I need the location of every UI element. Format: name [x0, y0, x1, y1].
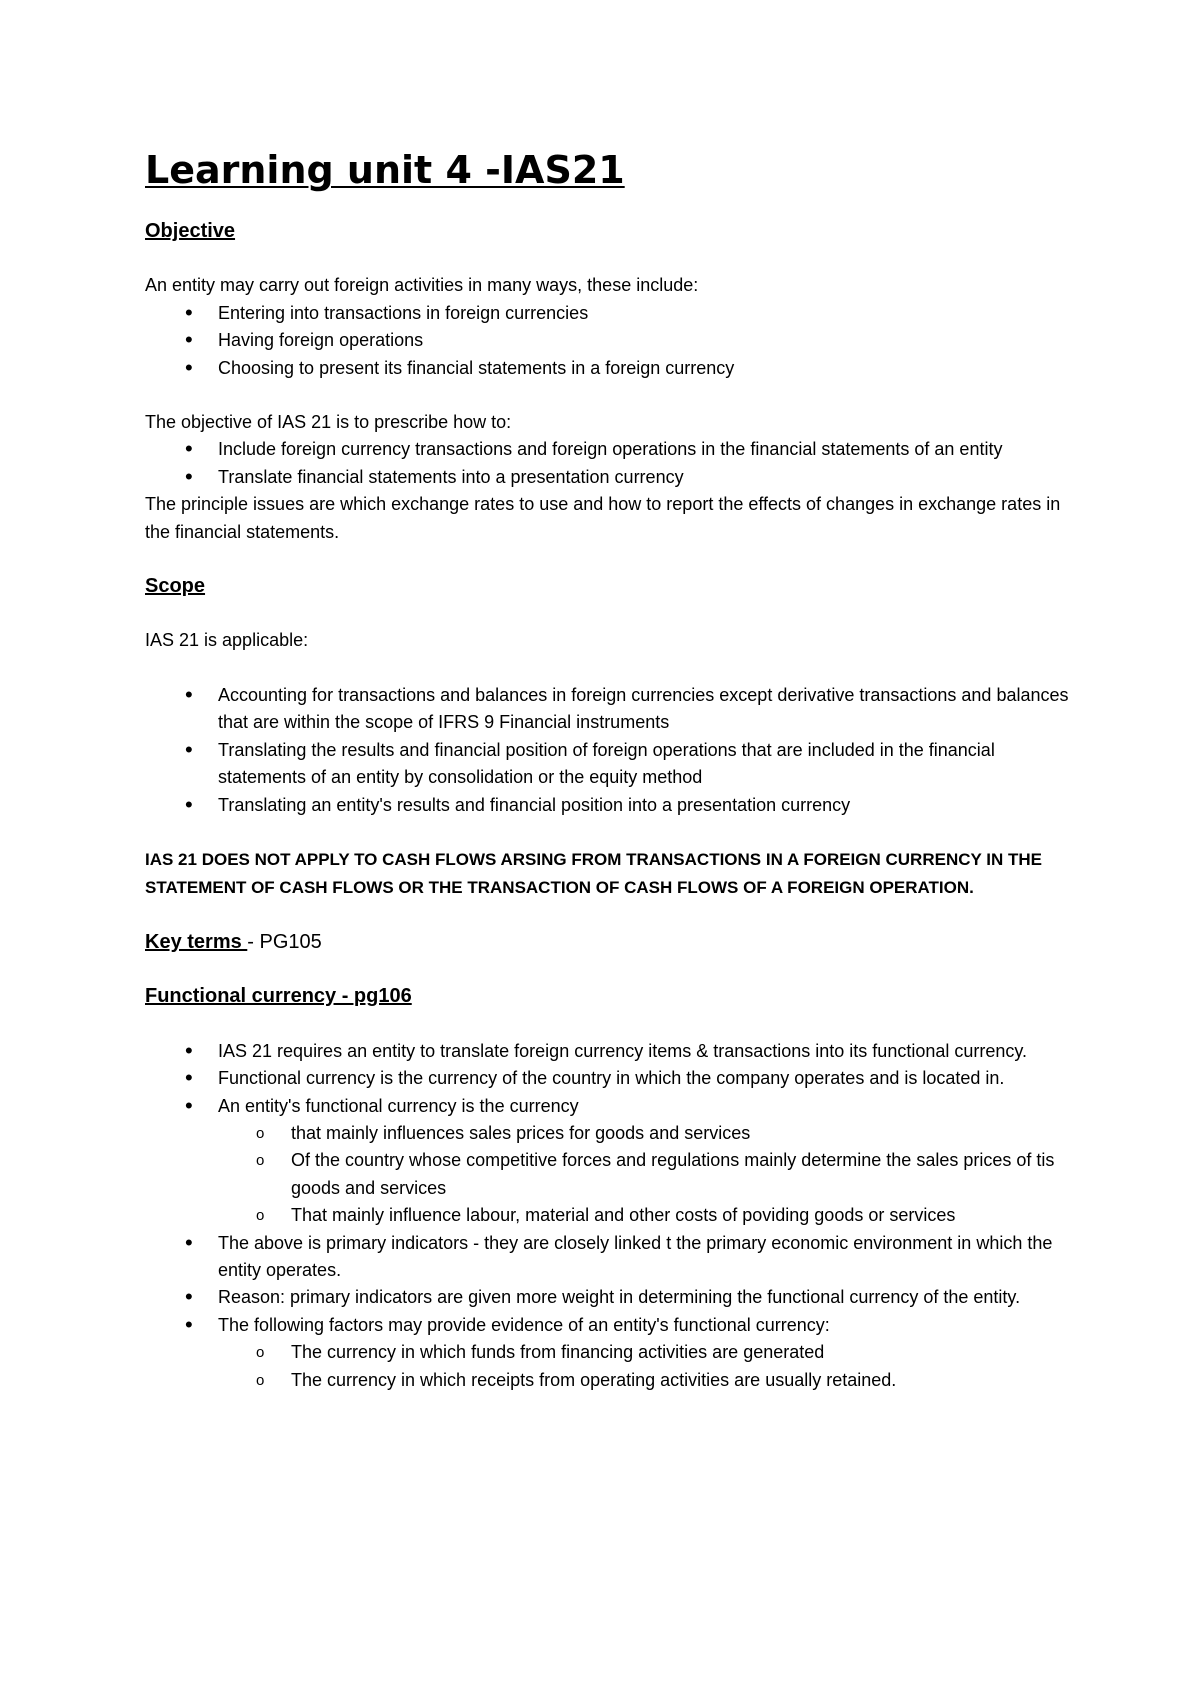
bullet-icon: •: [185, 1065, 193, 1091]
activities-list: [145, 300, 1075, 382]
objective-list: [145, 436, 1075, 491]
list-item: • An entity's functional currency is the currency o that mainly influences sales prices for goods and services o Of the country whose competitive forces and regulations mainly determine the sales prices of tis goods and services o That mainly influence labour, material and other costs of poviding goods or services: [145, 1093, 1075, 1230]
functional-currency-list: [145, 1038, 1075, 1394]
list-item: • Entering into transactions in foreign currencies: [185, 299, 589, 325]
list-item: • Having foreign operations: [185, 327, 424, 353]
list-item: • The above is primary indicators - they are closely linked t the primary economic environment in which the entity operates.: [185, 1229, 1053, 1280]
list-item: • Functional currency is the currency of the country in which the company operates and is located in.: [185, 1065, 1005, 1091]
key-terms-line: [145, 929, 1075, 956]
bullet-icon: •: [185, 1092, 193, 1118]
circle-bullet-icon: o: [256, 1371, 265, 1389]
scope-exclusion: IAS 21 DOES NOT APPLY TO CASH FLOWS ARSING FROM TRANSACTIONS IN A FOREIGN CURRENCY IN THE STATEMENT OF CASH FLOWS OR THE TRANSACTION OF CASH FLOWS OF A FOREIGN OPERATION.: [145, 849, 1042, 897]
list-item: • Translating the results and financial position of foreign operations that are included in the financial statements of an entity by consolidation or the equity method: [185, 736, 995, 788]
scope-heading: Scope: [145, 575, 206, 598]
bullet-icon: •: [185, 463, 193, 489]
list-item: • Translating an entity's results and financial position into a presentation currency: [185, 791, 851, 817]
principle-paragraph: The principle issues are which exchange rates to use and how to report the effects of changes in exchange rates in the financial statements.: [145, 494, 1061, 542]
scope-intro: IAS 21 is applicable:: [145, 630, 309, 651]
document-title: Learning unit 4 -IAS21: [145, 148, 625, 192]
objective-statement: The objective of IAS 21 is to prescribe how to:: [145, 412, 512, 433]
list-item: • Translate financial statements into a presentation currency: [185, 463, 684, 489]
sub-list-item: o The currency in which receipts from operating activities are usually retained.: [218, 1367, 1075, 1394]
sub-list-item: o The currency in which funds from financing activities are generated: [218, 1339, 1075, 1366]
bullet-icon: •: [185, 1311, 193, 1337]
bullet-icon: •: [185, 736, 193, 762]
bullet-icon: •: [185, 1229, 193, 1255]
list-item: • Accounting for transactions and balances in foreign currencies except derivative transactions and balances that are within the scope of IFRS 9 Financial instruments: [185, 681, 1069, 733]
list-item: • IAS 21 requires an entity to translate foreign currency items & transactions into its functional currency.: [185, 1037, 1028, 1063]
sub-list-item: o That mainly influence labour, material and other costs of poviding goods or services: [218, 1202, 1075, 1229]
circle-bullet-icon: o: [256, 1207, 265, 1225]
bullet-icon: •: [185, 1284, 193, 1310]
bullet-icon: •: [185, 1037, 193, 1063]
scope-list: [145, 682, 1075, 819]
list-item: • Include foreign currency transactions and foreign operations in the financial statements of an entity: [185, 436, 1003, 462]
key-terms-heading: Key terms: [145, 930, 248, 953]
functional-currency-heading: Functional currency - pg106: [145, 985, 412, 1008]
circle-bullet-icon: o: [256, 1124, 265, 1142]
key-terms-page-ref: - PG105: [247, 930, 322, 953]
bullet-icon: •: [185, 354, 193, 380]
sub-list-item: o Of the country whose competitive forces and regulations mainly determine the sales prices of tis goods and services: [218, 1147, 1075, 1202]
sub-list: [218, 1339, 1075, 1394]
bullet-icon: •: [185, 327, 193, 353]
sub-list-item: o that mainly influences sales prices for goods and services: [218, 1120, 1075, 1147]
bullet-icon: •: [185, 299, 193, 325]
bullet-icon: •: [185, 791, 193, 817]
objective-heading: Objective: [145, 220, 236, 242]
circle-bullet-icon: o: [256, 1152, 265, 1170]
list-item: • Choosing to present its financial statements in a foreign currency: [185, 354, 735, 380]
sub-list: [218, 1120, 1075, 1230]
bullet-icon: •: [185, 436, 193, 462]
document-body: [145, 218, 1075, 1394]
objective-intro: An entity may carry out foreign activities in many ways, these include:: [145, 275, 699, 296]
circle-bullet-icon: o: [256, 1344, 265, 1362]
list-item: • Reason: primary indicators are given more weight in determining the functional currency of the entity.: [185, 1284, 1021, 1310]
bullet-icon: •: [185, 681, 193, 707]
list-item: • The following factors may provide evidence of an entity's functional currency: o The currency in which funds from financing activities are generated o The currency in which receipts from operating activities are usually retained.: [145, 1312, 1075, 1394]
